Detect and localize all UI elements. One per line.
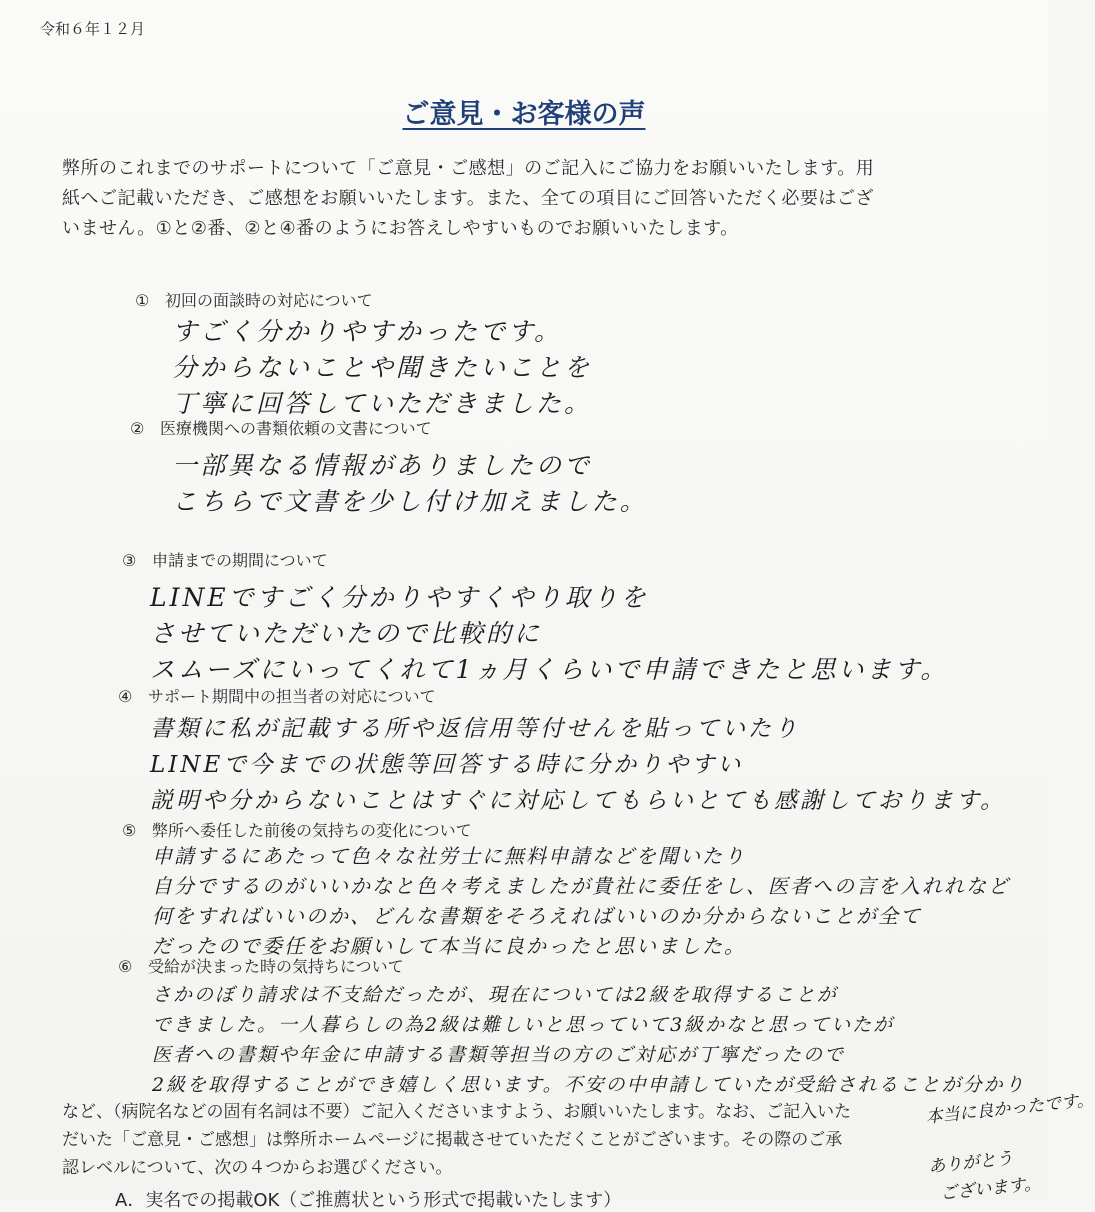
question-2-label: ② 医療機関への書類依頼の文書について — [130, 419, 432, 438]
side-note-line: 本当に良かったです。 — [924, 1090, 1095, 1128]
footer-line: 認レベルについて、次の４つからお選びください。 — [62, 1158, 453, 1178]
answer-1-handwriting: すごく分かりやすかったです。 分からないことや聞きたいことを 丁寧に回答していただきました。 — [172, 317, 593, 418]
approval-option-a: A．実名での掲載OK（ご推薦状という形式で掲載いたします） — [115, 1190, 622, 1211]
footer-paragraph — [62, 1098, 972, 1182]
intro-line: いません。①と②番、②と④番のようにお答えしやすいものでお願いいたします。 — [62, 218, 739, 239]
footer-line: など、（病院名などの固有名詞は不要）ご記入くださいますよう、お願いいたします。なお、ご記入いた — [62, 1102, 852, 1122]
question-4-label: ④ サポート期間中の担当者の対応について — [118, 687, 436, 706]
answer-3-handwriting: LINEですごく分かりやすくやり取りを させていただいたので比較的に スムーズにいってくれて1ヵ月くらいで申請できたと思います。 — [150, 583, 949, 684]
answer-5-handwriting: 申請するにあたって色々な社労士に無料申請などを聞いたり 自分でするのがいいかなと色々考えましたが貴社に委任をし、医者への言を入れれなど 何をすればいいのか、どんな書類をそろえればいいのか分からないことが全て だったので委任をお願いして本当に良かったと思いました。 — [152, 844, 1010, 958]
question-6-label: ⑥ 受給が決まった時の気持ちについて — [118, 957, 404, 976]
question-1-label: ① 初回の面談時の対応について — [135, 291, 373, 310]
answer-2-handwriting: 一部異なる情報がありましたので こちらで文書を少し付け加えました。 — [172, 451, 648, 516]
document-title: ご意見・お客様の声 — [402, 99, 646, 130]
question-3-label: ③ 申請までの期間について — [122, 551, 328, 570]
side-note-line: ございます。 — [939, 1173, 1042, 1205]
question-5-label: ⑤ 弊所へ委任した前後の気持ちの変化について — [122, 821, 472, 840]
footer-line: だいた「ご意見・ご感想」は弊所ホームページに掲載させていただくことがございます。その際のご承 — [62, 1130, 843, 1150]
side-note-line: ありがとう — [927, 1148, 1015, 1178]
intro-line: 弊所のこれまでのサポートについて「ご意見・ご感想」のご記入にご協力をお願いいたします。用 — [62, 158, 875, 179]
intro-paragraph — [62, 154, 952, 244]
answer-4-handwriting: 書類に私が記載する所や返信用等付せんを貼っていたり LINEで今までの状態等回答する時に分かりやすい 説明や分からないことはすぐに対応してもらいとても感謝しております。 — [150, 716, 1007, 814]
answer-6-handwriting: さかのぼり請求は不支給だったが、現在については2級を取得することが できました。一人暮らしの為2級は難しいと思っていて3級かなと思っていたが 医者への書類や年金に申請する書類等担当の方のご対応が丁寧だったので 2級を取得することができ嬉しく思います。不安の中申請していたが受給されることが分かり — [152, 984, 1026, 1096]
intro-line: 紙へご記載いただき、ご感想をお願いいたします。また、全ての項目にご回答いただく必要はござ — [62, 188, 874, 209]
document-date: 令和６年１２月 — [40, 20, 146, 38]
